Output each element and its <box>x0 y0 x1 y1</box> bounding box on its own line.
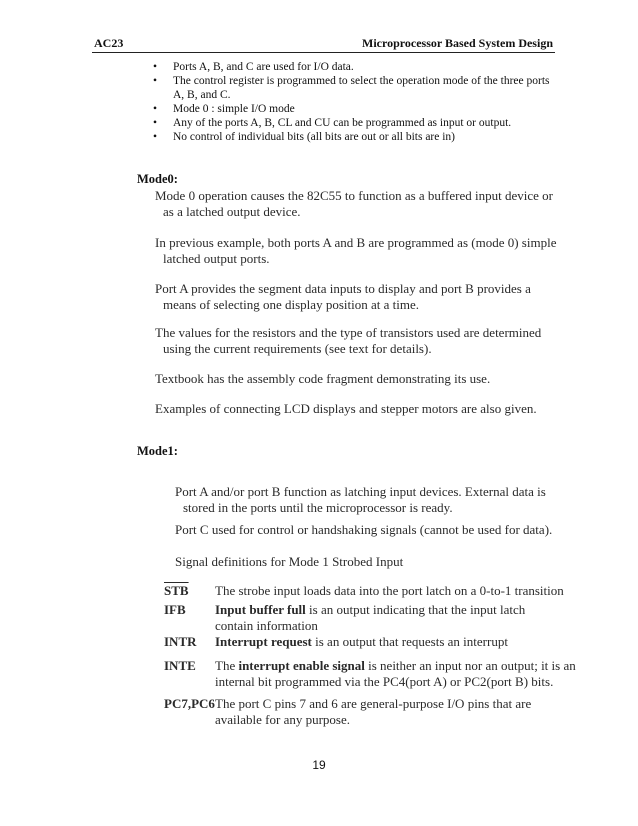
bullet-list <box>153 60 553 144</box>
bullet-icon: • <box>153 131 158 143</box>
bullet-icon: • <box>153 75 158 87</box>
mode1-heading: Mode1: <box>137 444 178 458</box>
mode1-paragraph: Port A and/or port B function as latching input devices. External data is stored in the ports until the microprocessor is ready. <box>175 484 546 515</box>
mode1-paragraph: Port C used for control or handshaking signals (cannot be used for data). <box>175 522 553 537</box>
signal-name: IFB <box>164 602 186 617</box>
signal-description: The interrupt enable signal is neither an input nor an output; it is an internal bit programmed via the PC4(port A) or PC2(port B) bits. <box>215 658 576 689</box>
mode1-paragraph: Signal definitions for Mode 1 Strobed Input <box>175 554 404 569</box>
bullet-icon: • <box>153 61 158 73</box>
signal-row <box>164 583 584 599</box>
signal-name: INTE <box>164 658 196 673</box>
header-course-code: AC23 <box>94 36 124 50</box>
signal-name: PC7,PC6 <box>164 696 215 711</box>
signal-description: Input buffer full is an output indicating that the input latch contain information <box>215 602 526 633</box>
header-rule <box>92 52 555 53</box>
list-item: • Mode 0 : simple I/O mode <box>153 103 295 115</box>
signal-name: $\overline{STB}$ <box>164 583 189 598</box>
list-item: • The control register is programmed to select the operation mode of the three ports A, B, and C. <box>153 75 550 101</box>
signal-row <box>164 602 584 634</box>
signal-row <box>164 696 584 728</box>
mode0-paragraph: In previous example, both ports A and B are programmed as (mode 0) simple latched output ports. <box>155 235 557 266</box>
list-item: • Ports A, B, and C are used for I/O data. <box>153 61 354 73</box>
signal-description: The strobe input loads data into the port latch on a 0-to-1 transition <box>215 583 564 598</box>
mode0-paragraph: Textbook has the assembly code fragment demonstrating its use. <box>155 371 491 386</box>
mode0-heading: Mode0: <box>137 172 178 186</box>
bullet-icon: • <box>153 103 158 115</box>
page-number: 19 <box>312 758 326 772</box>
signal-description: Interrupt request is an output that requests an interrupt <box>215 634 508 649</box>
bullet-icon: • <box>153 117 158 129</box>
signal-description: The port C pins 7 and 6 are general-purpose I/O pins that are available for any purpose. <box>215 696 532 727</box>
mode0-paragraph: Port A provides the segment data inputs to display and port B provides a means of selecting one display position at a time. <box>155 281 531 312</box>
list-item: • No control of individual bits (all bits are out or all bits are in) <box>153 131 456 143</box>
signal-name: INTR <box>164 634 197 649</box>
signal-row <box>164 658 584 690</box>
list-item: • Any of the ports A, B, CL and CU can be programmed as input or output. <box>153 117 512 129</box>
mode0-paragraph: The values for the resistors and the type of transistors used are determined using the current requirements (see text for details). <box>155 325 542 356</box>
mode0-paragraph: Examples of connecting LCD displays and stepper motors are also given. <box>155 401 537 416</box>
header-course-title: Microprocessor Based System Design <box>362 36 553 50</box>
signal-row <box>164 634 584 650</box>
mode0-paragraph: Mode 0 operation causes the 82C55 to function as a buffered input device or as a latched output device. <box>155 188 553 219</box>
